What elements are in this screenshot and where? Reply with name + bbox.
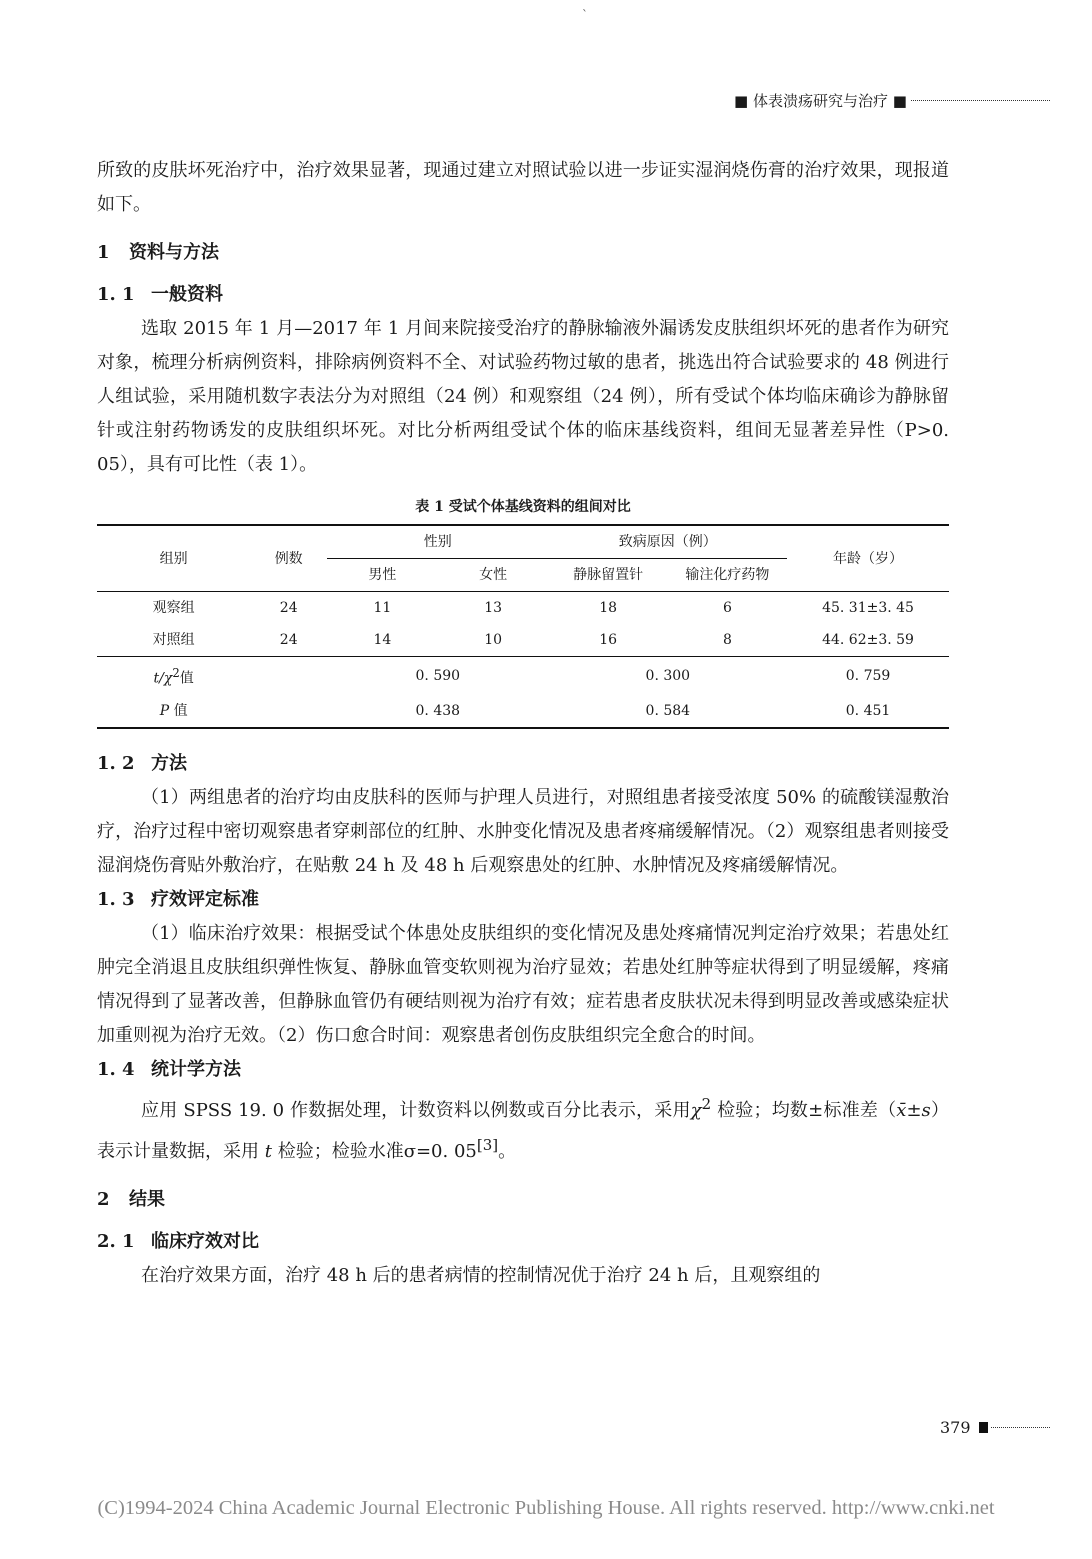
stat-cause: 0. 584	[549, 695, 788, 728]
cell-group: 观察组	[152, 600, 195, 616]
stat-superscript: 2	[172, 666, 180, 680]
subsection-number: 1. 2	[97, 752, 135, 774]
paragraph-efficacy: 在治疗效果方面，治疗 48 h 后的患者病情的控制情况优于治疗 24 h 后，且观察组的	[141, 1264, 821, 1286]
header-count: 例数	[250, 525, 327, 592]
paragraph-general-data: 选取 2015 年 1 月—2017 年 1 月间来院接受治疗的静脉输液外漏诱发皮肤组织坏死的患者作为研究对象，梳理分析病例资料，排除病例资料不全、对试验药物过敏的患者，挑选出符合试验要求的 48 例进行人组试验，采用随机数字表法分为对照组（24 例）和观察组（24 例），所有受试个体均临床确诊为静脉留针或注射药物诱发的皮肤组织坏死。对比分析两组受试个体的临床基线资料，组间无显著差异性（P>0. 05），具有可比性（表 1）。	[97, 318, 949, 475]
subsection-heading-1-3	[97, 883, 949, 917]
cell-group: 对照组	[152, 632, 195, 648]
cell-age: 44. 62±3. 59	[822, 632, 914, 648]
article-body	[97, 154, 949, 1293]
stat-age: 0. 759	[787, 657, 949, 695]
mean-sd-symbol: x̄±s	[896, 1099, 931, 1121]
paragraph-criteria: （1）临床治疗效果：根据受试个体患处皮肤组织的变化情况及患处疼痛情况判定治疗效果；若患处红肿完全消退且皮肤组织弹性恢复、静脉血管变软则视为治疗显效；若患处红肿等症状得到了明显缓解，疼痛情况得到了显著改善，但静脉血管仍有硬结则视为治疗有效；症若患者皮肤状况未得到明显改善或感染症状加重则视为治疗无效。（2）伤口愈合时间：观察患者创伤皮肤组织完全愈合的时间。	[97, 922, 949, 1046]
subsection-number: 1. 4	[97, 1058, 135, 1080]
cell-female: 10	[484, 632, 503, 648]
subsection-number: 1. 3	[97, 888, 135, 910]
subsection-number: 2. 1	[97, 1230, 135, 1252]
stat-symbol: t/χ	[153, 670, 173, 687]
cell-chemo: 6	[722, 600, 732, 616]
subsection-heading-1-4	[97, 1053, 949, 1087]
page-number: 379	[940, 1418, 971, 1437]
chi-symbol: χ	[690, 1099, 702, 1121]
cell-chemo: 8	[722, 632, 732, 648]
table-row	[97, 592, 949, 625]
text-run: 检验；检验水准σ=0. 05	[271, 1140, 477, 1162]
superscript: 2	[701, 1094, 712, 1113]
table-caption: 表 1 受试个体基线资料的组间对比	[415, 499, 631, 515]
text-run: 检验；均数±标准差（	[711, 1099, 897, 1121]
subsection-title: 临床疗效对比	[151, 1230, 259, 1252]
header-male: 男性	[327, 559, 438, 592]
header-female: 女性	[438, 559, 549, 592]
cell-count: 24	[279, 632, 298, 648]
baseline-table	[97, 524, 949, 729]
stat-sex: 0. 438	[327, 695, 549, 728]
section-title: 结果	[129, 1188, 165, 1210]
cell-empty	[250, 695, 327, 728]
cell-indwelling: 16	[599, 632, 618, 648]
stat-row-t	[97, 657, 949, 695]
paragraph-methods: （1）两组患者的治疗均由皮肤科的医师与护理人员进行，对照组患者接受浓度 50% 的硫酸镁湿敷治疗，治疗过程中密切观察患者穿刺部位的红肿、水肿变化情况及患者疼痛缓解情况。（2）观察组患者则接受湿润烧伤膏贴外敷治疗，在贴敷 24 h 及 48 h 后观察患处的红肿、水肿情况及疼痛缓解情况。	[97, 786, 949, 876]
header-cause: 致病原因（例）	[549, 525, 788, 559]
t-symbol: t	[264, 1140, 272, 1162]
header-sex: 性别	[327, 525, 549, 559]
running-header-dotted-rule	[911, 100, 1050, 101]
cell-female: 13	[484, 600, 503, 616]
subsection-heading-1-2	[97, 747, 949, 781]
cell-count: 24	[279, 600, 298, 616]
subsection-title: 统计学方法	[151, 1058, 241, 1080]
intro-paragraph: 所致的皮肤坏死治疗中，治疗效果显著，现通过建立对照试验以进一步证实湿润烧伤膏的治疗效果，现报道如下。	[97, 160, 949, 215]
text-run: 。	[498, 1140, 517, 1162]
stat-symbol: P	[159, 702, 170, 719]
stat-cause: 0. 300	[549, 657, 788, 695]
subsection-number: 1. 1	[97, 284, 135, 305]
page-number-block	[940, 1418, 1050, 1437]
scan-mark: `	[582, 8, 588, 22]
stat-label	[97, 657, 250, 695]
subsection-title: 方法	[151, 752, 187, 774]
cell-empty	[250, 657, 327, 695]
cell-indwelling: 18	[599, 600, 618, 616]
subsection-heading-2-1	[97, 1225, 949, 1259]
subsection-title: 疗效评定标准	[151, 888, 259, 910]
stat-row-p	[97, 695, 949, 728]
header-indwelling: 静脉留置针	[549, 559, 668, 592]
paragraph-statistics	[97, 1087, 949, 1169]
citation-ref: [3]	[476, 1135, 499, 1154]
square-marker	[979, 1422, 988, 1433]
subsection-heading-1-1	[97, 278, 949, 312]
section-title: 资料与方法	[129, 242, 219, 263]
table-row	[97, 624, 949, 657]
header-age: 年龄（岁）	[787, 525, 949, 592]
header-group: 组别	[97, 525, 250, 592]
page-dotted-rule	[991, 1427, 1050, 1428]
copyright-footer: (C)1994-2024 China Academic Journal Electronic Publishing House. All rights reserved. http://www.cnki.net	[97, 1497, 995, 1519]
section-number: 2	[97, 1188, 110, 1210]
stat-suffix: 值	[169, 702, 188, 719]
cell-male: 14	[373, 632, 392, 648]
running-header-title: ■ 体表溃疡研究与治疗 ■	[734, 92, 907, 110]
section-heading-2	[97, 1183, 949, 1217]
cell-age: 45. 31±3. 45	[822, 600, 914, 616]
stat-sex: 0. 590	[327, 657, 549, 695]
header-chemo: 输注化疗药物	[668, 559, 787, 592]
cell-male: 11	[373, 600, 392, 616]
stat-label	[97, 695, 250, 728]
stat-age: 0. 451	[787, 695, 949, 728]
text-run: 应用 SPSS 19. 0 作数据处理，计数资料以例数或百分比表示，采用	[141, 1099, 691, 1121]
text-run: ）表示计量数据，采用	[97, 1099, 949, 1162]
running-header	[734, 90, 1050, 111]
section-number: 1	[97, 242, 110, 263]
section-heading-1	[97, 236, 949, 270]
stat-suffix: 值	[179, 670, 194, 687]
subsection-title: 一般资料	[151, 284, 223, 305]
